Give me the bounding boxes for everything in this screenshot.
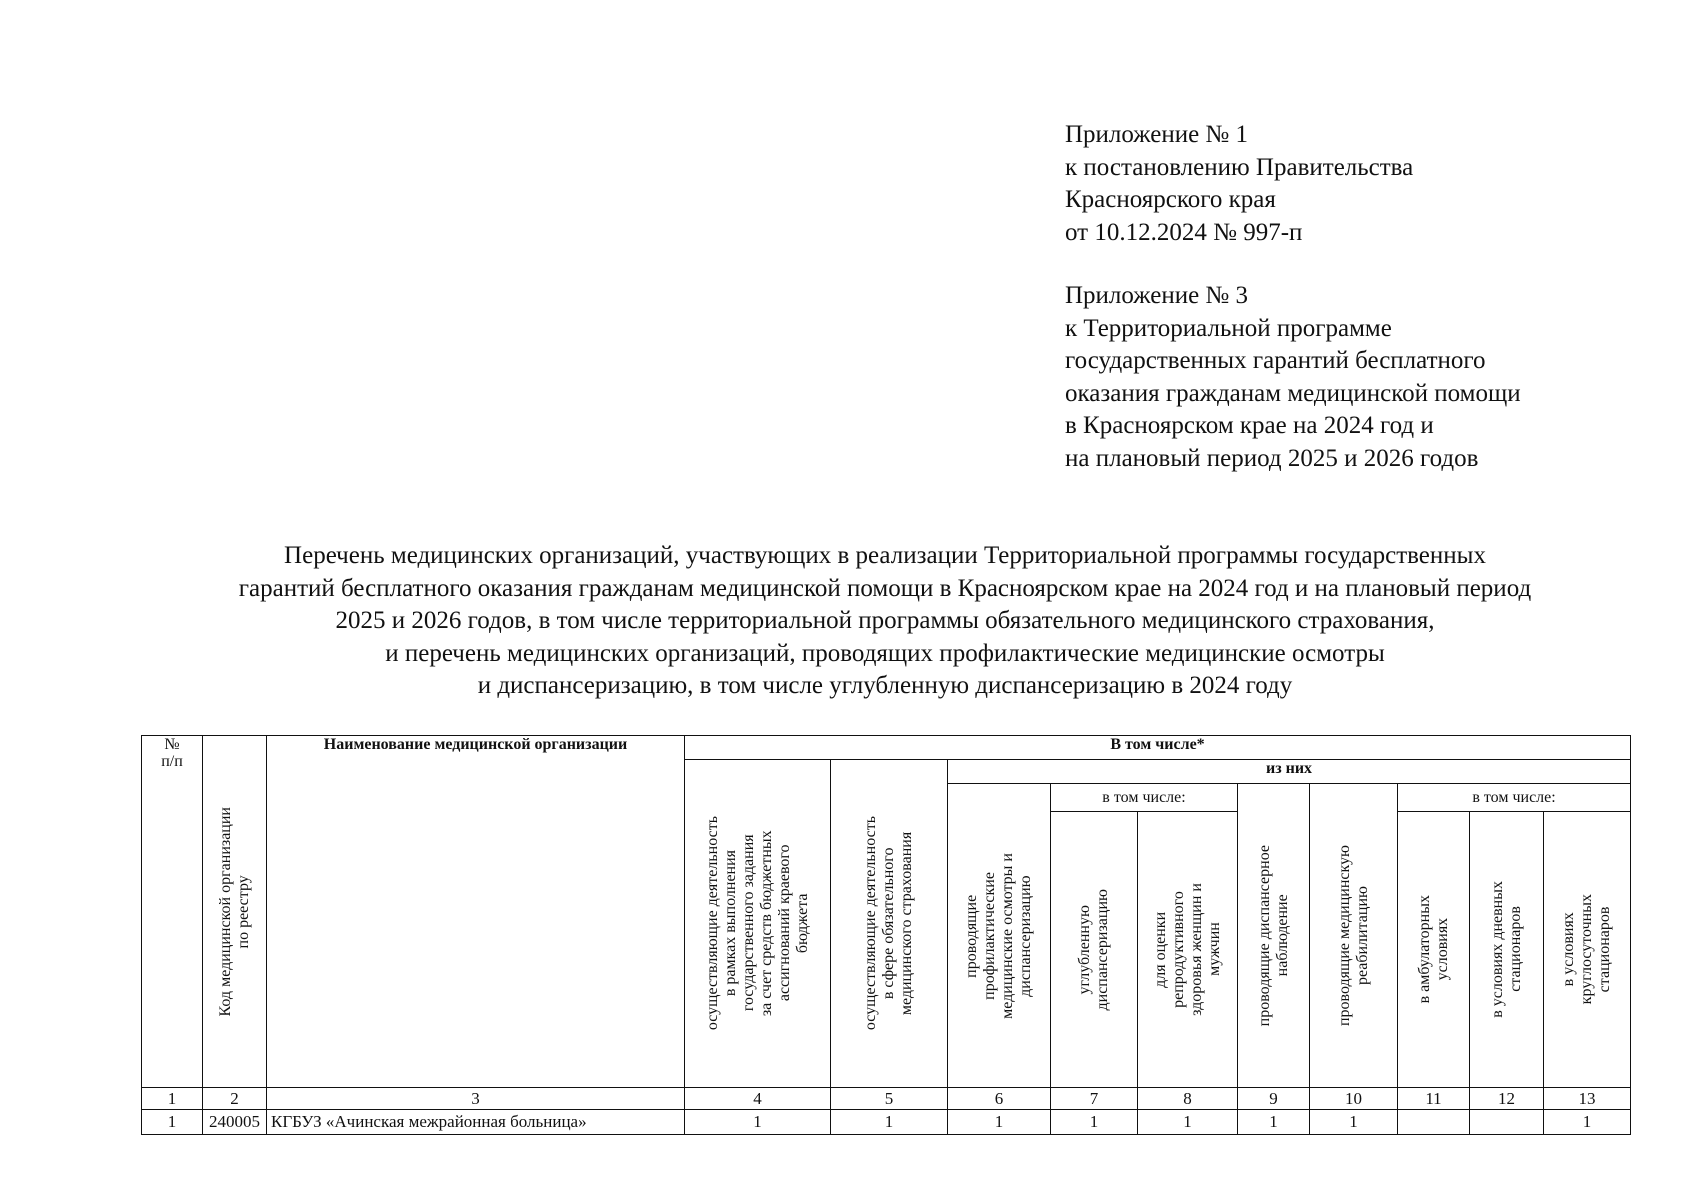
column-number: 2 [203,1088,267,1110]
header-including-sub1: в том числе: [1051,784,1238,812]
header-col11-line: в амбулаторных [1415,895,1433,1004]
header-num-line: п/п [161,753,183,770]
title-line: гарантий бесплатного оказания гражданам медицинской помощи в Красноярском крае на 2024 год и на плановый период [238,574,1532,602]
column-number: 12 [1470,1088,1544,1110]
header-col7 [1051,812,1138,1088]
appendix-1-line: Приложение № 1 [1065,121,1249,148]
table-cell [1398,1110,1470,1135]
header-col4-line: ассигнований краевого [775,845,793,1002]
title-line: Перечень медицинских организаций, участвующих в реализации Территориальной программы государственных [284,542,1486,569]
header-col7-line: диспансеризацию [1094,888,1111,1011]
header-col8-line: для оценки [1151,911,1169,988]
table-row [142,1110,1631,1135]
header-col11-line: условиях [1433,918,1451,981]
header-code-line: Код медицинской организации [216,806,234,1017]
header-col6-line: диспансеризацию [1017,874,1034,997]
header-col4-line: за счет средств бюджетных [757,830,775,1017]
table-cell: 1 [142,1110,203,1135]
header-col5-line: осуществляющие деятельность [862,816,879,1031]
header-including-sub2: в том числе: [1398,784,1631,812]
header-col9 [1238,784,1310,1088]
header-col9-line: наблюдение [1273,894,1291,977]
column-number: 10 [1310,1088,1398,1110]
table-cell: 1 [1051,1110,1138,1135]
header-of-them: из них [948,760,1631,784]
header-col6-line: проводящие [963,893,980,978]
table-cell: 1 [1238,1110,1310,1135]
column-number: 7 [1051,1088,1138,1110]
table-cell: 1 [831,1110,948,1135]
header-col4 [685,760,831,1088]
header-including: В том числе* [685,736,1631,760]
header-col8-line: мужчин [1205,922,1223,977]
header-col8-line: репродуктивного [1169,891,1187,1008]
header-col6 [948,784,1051,1088]
column-number: 4 [685,1088,831,1110]
column-number: 9 [1238,1088,1310,1110]
header-code-line: по реестру [234,874,252,949]
column-number: 5 [831,1088,948,1110]
header-col13 [1544,812,1631,1088]
header-col7-line: углубленную [1076,904,1093,995]
header-num-line: № [164,736,180,753]
title-line: и перечень медицинских организаций, проводящих профилактические медицинские осмотры [385,639,1385,667]
column-number: 3 [267,1088,685,1110]
table-cell: 1 [1138,1110,1238,1135]
header-col11 [1398,812,1470,1088]
appendix-3-line: на плановый период 2025 и 2026 годов [1065,444,1479,472]
column-number: 8 [1138,1088,1238,1110]
table-cell: 240005 [203,1110,267,1135]
table-cell: КГБУЗ «Ачинская межрайонная больница» [267,1110,685,1135]
column-number: 6 [948,1088,1051,1110]
table-cell: 1 [685,1110,831,1135]
header-col12 [1470,812,1544,1088]
header-col12-line: стационаров [1506,906,1524,993]
table-cell: 1 [1310,1110,1398,1135]
column-number: 1 [142,1088,203,1110]
appendix-1-line: от 10.12.2024 № 997-п [1065,218,1303,246]
header-col10 [1310,784,1398,1088]
header-col6-line: профилактические [981,871,998,1000]
header-num [142,736,203,1088]
header-col10-line: реабилитацию [1353,885,1371,985]
header-name: Наименование медицинской организации [267,736,685,1088]
table-cell: 1 [1544,1110,1631,1135]
column-number: 11 [1398,1088,1470,1110]
header-col8 [1138,812,1238,1088]
header-col4-line: в рамках выполнения [721,850,739,997]
header-col5-line: в сфере обязательного [880,847,897,1000]
header-col13-line: в условиях [1560,912,1578,987]
table-cell: 1 [948,1110,1051,1135]
header-col5-line: медицинского страхования [898,831,915,1016]
header-col5 [831,760,948,1088]
appendix-1-line: Красноярского края [1065,186,1276,213]
header-col12-line: в условиях дневных [1488,881,1506,1018]
header-col9-line: проводящие диспансерное [1255,844,1273,1027]
appendix-3-line: Приложение № 3 [1065,282,1249,309]
header-col10-line: проводящие медицинскую [1335,844,1353,1027]
title-line: и диспансеризацию, в том числе углубленную диспансеризацию в 2024 году [477,672,1293,699]
header-col4-line: бюджета [793,893,811,954]
organizations-table [141,735,1631,1135]
header-col13-line: круглосуточных [1578,894,1596,1005]
header-col8-line: здоровья женщин и [1187,883,1205,1016]
appendix-3-line: государственных гарантий бесплатного [1065,347,1486,374]
appendix-3-line: в Красноярском крае на 2024 год и [1065,412,1434,439]
header-code [203,736,267,1088]
header-col13-line: стационаров [1596,906,1614,993]
header-col4-line: осуществляющие деятельность [703,816,721,1031]
appendix-1-line: к постановлению Правительства [1065,153,1414,181]
appendix-3-line: оказания гражданам медицинской помощи [1065,379,1521,407]
appendix-3-block [1065,280,1521,475]
table-cell [1470,1110,1544,1135]
header-col4-line: государственного задания [739,835,757,1012]
document-title [0,540,1708,703]
header-col6-line: медицинские осмотры и [999,852,1016,1019]
appendix-1-block [1065,119,1413,249]
title-line: 2025 и 2026 годов, в том числе территориальной программы обязательного медицинского страхования, [335,607,1435,634]
appendix-3-line: к Территориальной программе [1065,314,1392,342]
column-number: 13 [1544,1088,1631,1110]
